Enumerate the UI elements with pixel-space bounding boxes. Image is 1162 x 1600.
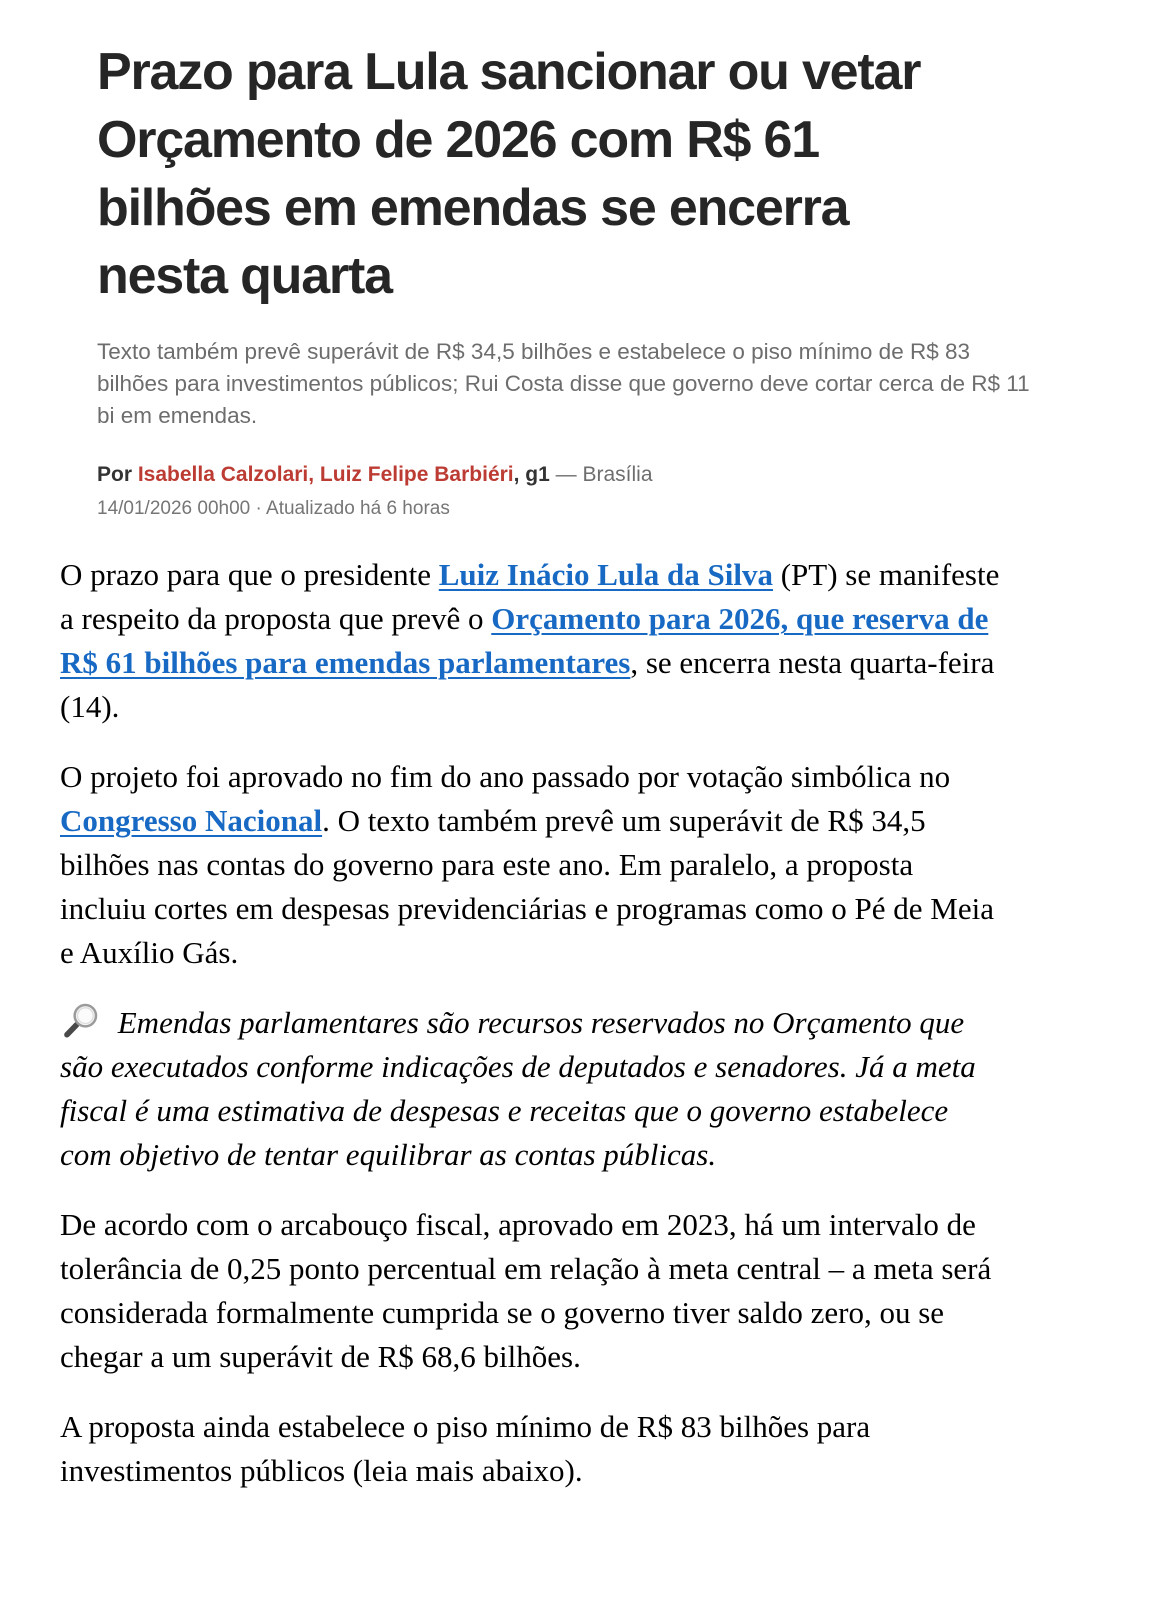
inline-link[interactable]: Orçamento para 2026, que reserva de R$ 61 bilhões para emendas parlamentares bbox=[60, 601, 989, 680]
paragraph bbox=[60, 1405, 1002, 1493]
paragraph-text: . O texto também prevê um superávit de R$ 34,5 bilhões nas contas do governo para este ano. Em paralelo, a proposta incluiu cortes em despesas previdenciárias e programas como o Pé de Meia e Auxílio Gás. bbox=[60, 803, 994, 970]
inline-link[interactable]: Luiz Inácio Lula da Silva bbox=[438, 557, 773, 592]
paragraph bbox=[60, 755, 1002, 975]
paragraph-text: De acordo com o arcabouço fiscal, aprovado em 2023, há um intervalo de tolerância de 0,25 ponto percentual em relação à meta central – a meta será considerada formalmente cumprida se o governo tiver saldo zero, ou se chegar a um superávit de R$ 68,6 bilhões. bbox=[60, 1207, 992, 1374]
byline-authors-link[interactable]: Isabella Calzolari, Luiz Felipe Barbiéri bbox=[137, 463, 514, 486]
paragraph bbox=[60, 553, 1002, 729]
magnifier-icon bbox=[60, 1001, 102, 1041]
inline-link[interactable]: Congresso Nacional bbox=[60, 803, 323, 838]
headline: Prazo para Lula sancionar ou vetar Orçamento de 2026 com R$ 61 bilhões em emendas se encerra nesta quarta bbox=[97, 43, 921, 305]
article-header bbox=[0, 0, 1162, 521]
subtitle: Texto também prevê superávit de R$ 34,5 bilhões e estabelece o piso mínimo de R$ 83 bilhões para investimentos públicos; Rui Costa disse que governo deve cortar cerca de R$ 11 bi em emendas. bbox=[97, 339, 1030, 428]
paragraph-text: O prazo para que o presidente bbox=[60, 557, 439, 592]
paragraph-text: O projeto foi aprovado no fim do ano passado por votação simbólica no bbox=[60, 759, 951, 794]
paragraph-text: A proposta ainda estabelece o piso mínimo de R$ 83 bilhões para investimentos públicos (leia mais abaixo). bbox=[60, 1409, 871, 1488]
article-body bbox=[0, 521, 1045, 1493]
paragraph-text: (PT) se manifeste a respeito da proposta que prevê o bbox=[60, 557, 1000, 636]
paragraph bbox=[60, 1203, 1002, 1379]
byline-prefix: Por bbox=[97, 463, 138, 486]
dateline: 14/01/2026 00h00 · Atualizado há 6 horas bbox=[97, 498, 450, 519]
byline-location: — Brasília bbox=[555, 463, 653, 486]
paragraph bbox=[60, 1001, 1002, 1177]
byline bbox=[97, 462, 1067, 488]
byline-org: , g1 bbox=[513, 463, 556, 486]
paragraph-text: , se encerra nesta quarta-feira (14). bbox=[60, 645, 995, 724]
paragraph-text: Emendas parlamentares são recursos reservados no Orçamento que são executados conforme indicações de deputados e senadores. Já a meta fiscal é uma estimativa de despesas e receitas que o governo estabelece com objetivo de tentar equilibrar as contas públicas. bbox=[60, 1005, 976, 1172]
